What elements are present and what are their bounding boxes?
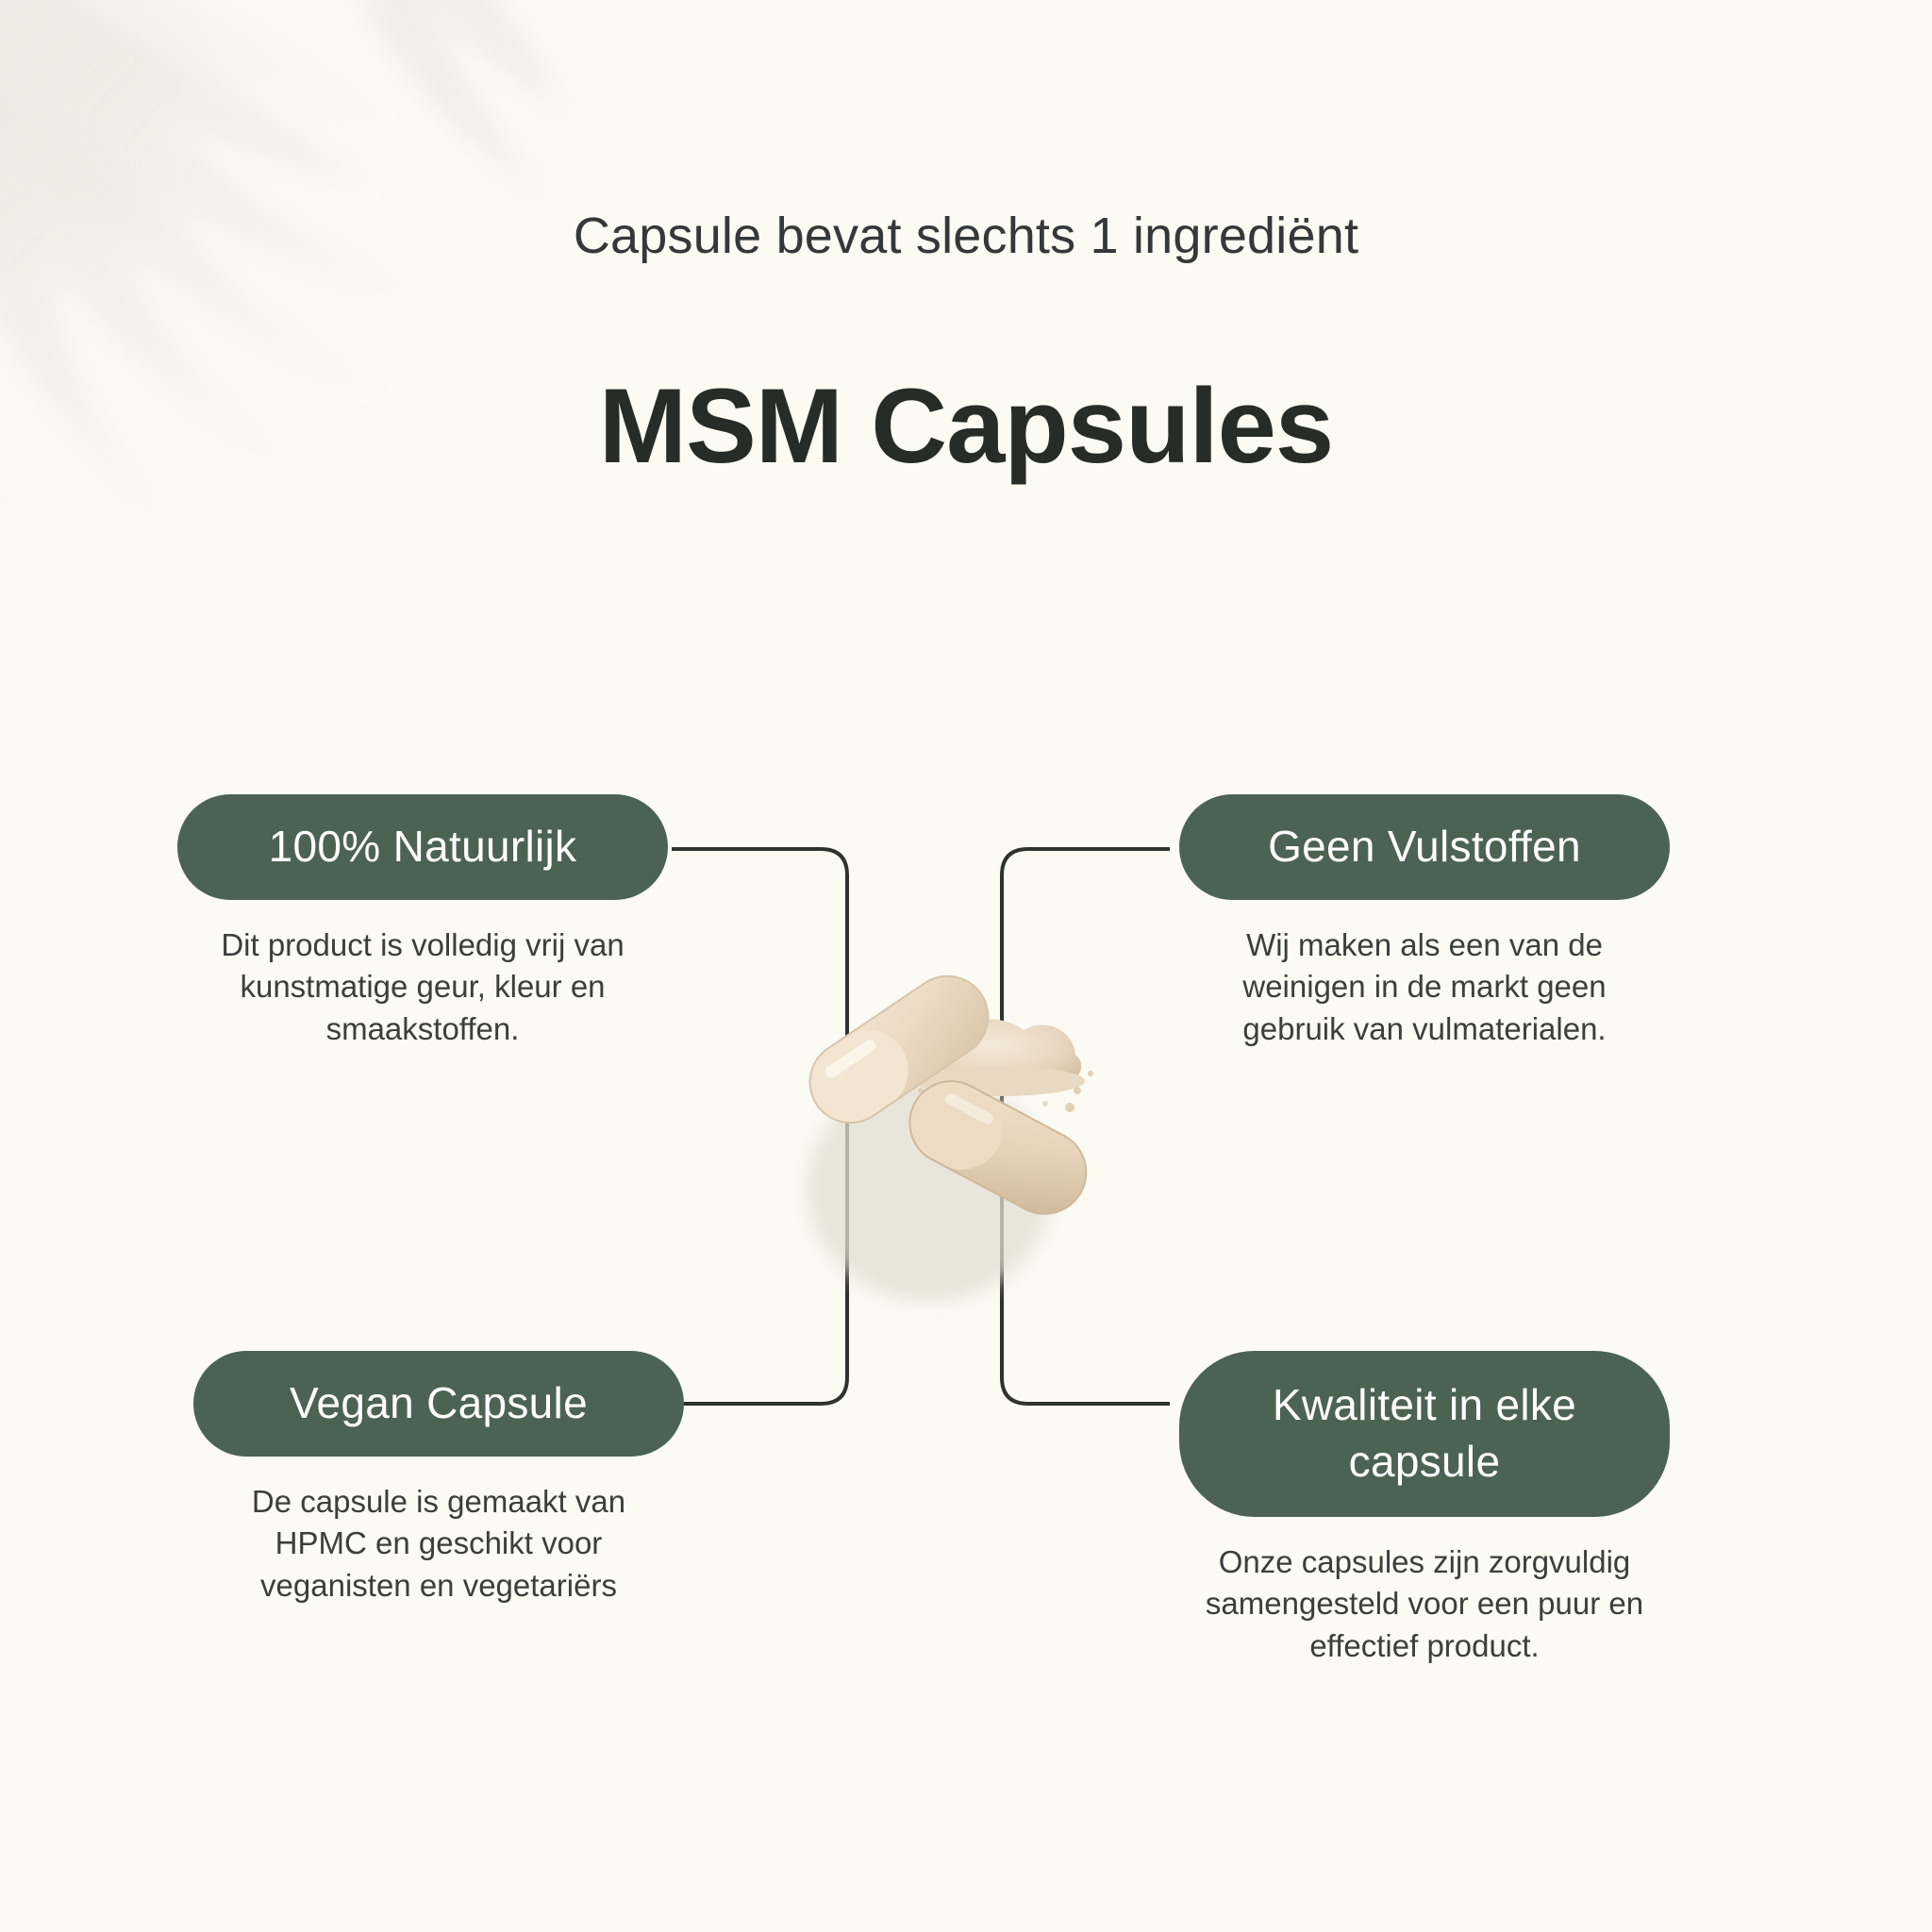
- page-title: MSM Capsules: [598, 366, 1334, 485]
- feature-kwaliteit: [1179, 1351, 1670, 1667]
- feature-kwaliteit-title: Kwaliteit in elke capsule: [1179, 1351, 1670, 1517]
- feature-natuurlijk-title: 100% Natuurlijk: [177, 794, 668, 900]
- feature-kwaliteit-description: Onze capsules zijn zorgvuldig samengesteld voor een puur en effectief product.: [1205, 1543, 1644, 1663]
- page-subtitle: Capsule bevat slechts 1 ingrediënt: [573, 208, 1359, 264]
- feature-vulstoffen-description: Wij maken als een van de weinigen in de markt geen gebruik van vulmaterialen.: [1242, 926, 1607, 1046]
- msm-capsules-photo: [745, 906, 1151, 1340]
- feature-vulstoffen-title: Geen Vulstoffen: [1179, 794, 1670, 900]
- feature-vegan: [193, 1351, 684, 1607]
- feature-vegan-title: Vegan Capsule: [193, 1351, 684, 1457]
- feature-natuurlijk: [177, 794, 668, 1050]
- header: [0, 0, 1932, 485]
- feature-vulstoffen: [1179, 794, 1670, 1050]
- feature-natuurlijk-description: Dit product is volledig vrij van kunstmatige geur, kleur en smaakstoffen.: [221, 926, 625, 1046]
- feature-vegan-description: De capsule is gemaakt van HPMC en geschikt voor veganisten en vegetariërs: [251, 1483, 626, 1603]
